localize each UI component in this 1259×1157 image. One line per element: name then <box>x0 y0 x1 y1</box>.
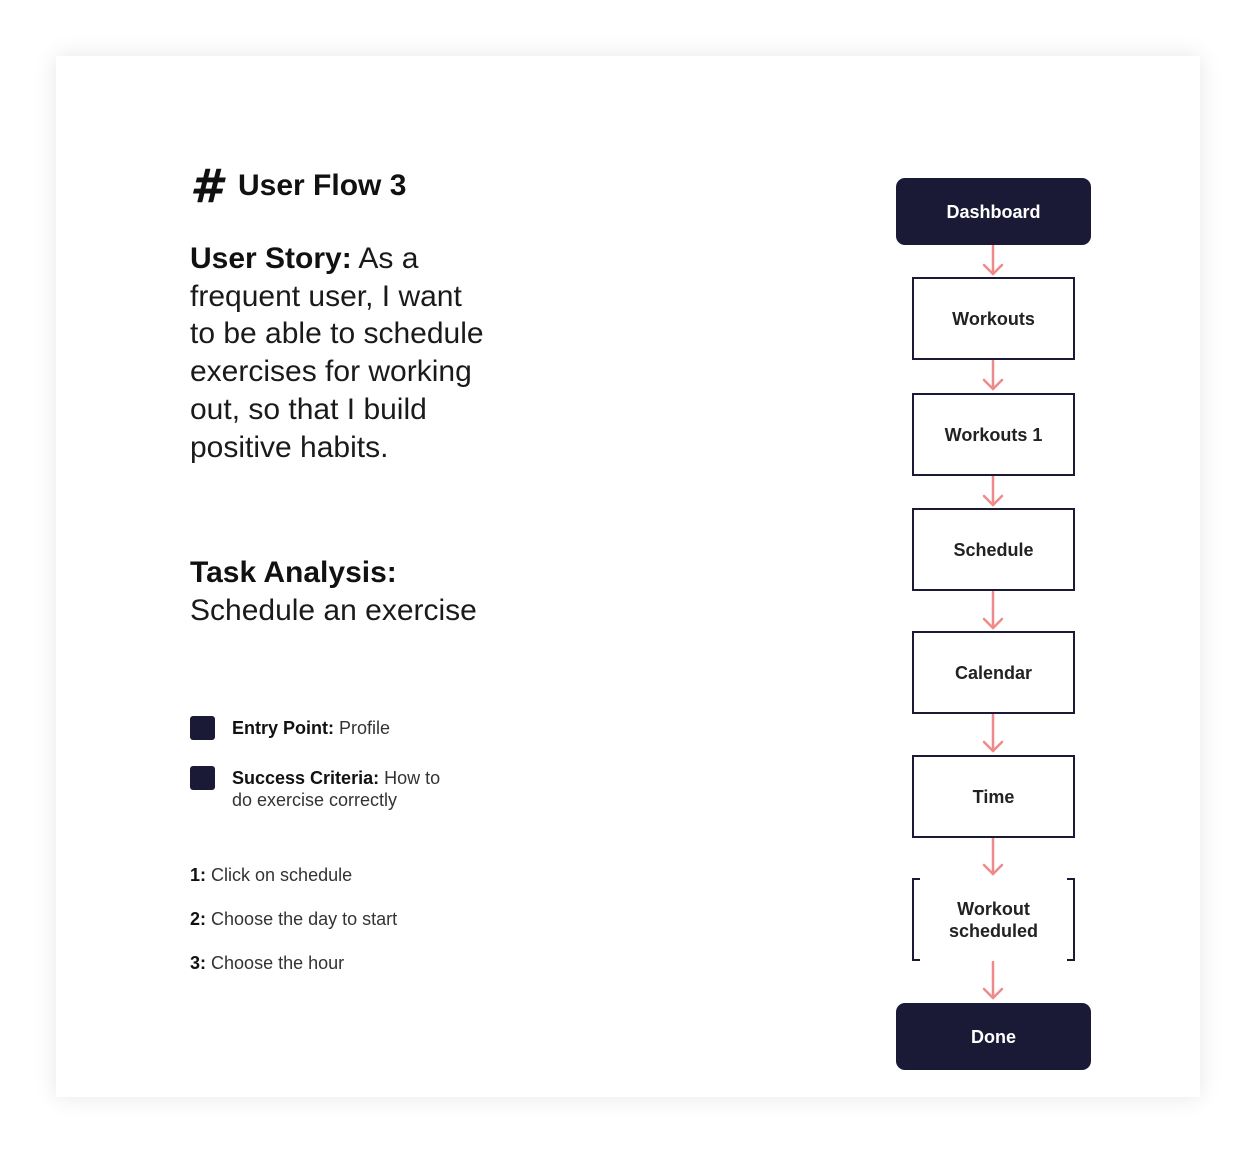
flow-node-workout-scheduled <box>912 878 1075 961</box>
flow-node-label: Workout scheduled <box>948 898 1039 941</box>
header <box>190 159 407 213</box>
entry-point-value: Profile <box>339 718 391 738</box>
step-item <box>190 952 344 974</box>
flow-node-dashboard: Dashboard <box>896 178 1091 245</box>
step-item <box>190 864 352 886</box>
step-item <box>190 908 397 930</box>
step-number: 3: <box>190 953 207 973</box>
user-story-label: User Story: <box>190 242 352 275</box>
bracket-right <box>1067 878 1075 961</box>
user-story <box>190 240 490 466</box>
hash-icon: # <box>190 159 221 213</box>
page-title: User Flow 3 <box>238 169 407 202</box>
step-number: 2: <box>190 909 207 929</box>
user-story-text: As a frequent user, I want to be able to schedule exercises for working out, so that I build positive habits. <box>190 242 484 464</box>
legend-success-criteria <box>190 767 462 811</box>
legend-swatch <box>190 766 215 790</box>
flow-node-workouts-1: Workouts 1 <box>912 393 1075 476</box>
flow-node-workouts: Workouts <box>912 277 1075 360</box>
flow-node-done: Done <box>896 1003 1091 1070</box>
task-analysis-text: Schedule an exercise <box>190 593 477 627</box>
step-text: Choose the day to start <box>211 909 398 929</box>
step-text: Click on schedule <box>211 865 353 885</box>
task-analysis-label: Task Analysis: <box>190 556 397 589</box>
step-number: 1: <box>190 865 207 885</box>
success-criteria-value: How to do exercise correctly <box>232 768 441 810</box>
success-criteria-label: Success Criteria: <box>232 768 380 788</box>
legend-swatch <box>190 716 215 740</box>
legend-entry-point <box>190 717 472 740</box>
flow-node-schedule: Schedule <box>912 508 1075 591</box>
entry-point-label: Entry Point: <box>232 718 334 738</box>
flow-node-time: Time <box>912 755 1075 838</box>
task-analysis <box>190 554 490 629</box>
bracket-left <box>912 878 920 961</box>
step-text: Choose the hour <box>211 953 345 973</box>
flow-node-calendar: Calendar <box>912 631 1075 714</box>
